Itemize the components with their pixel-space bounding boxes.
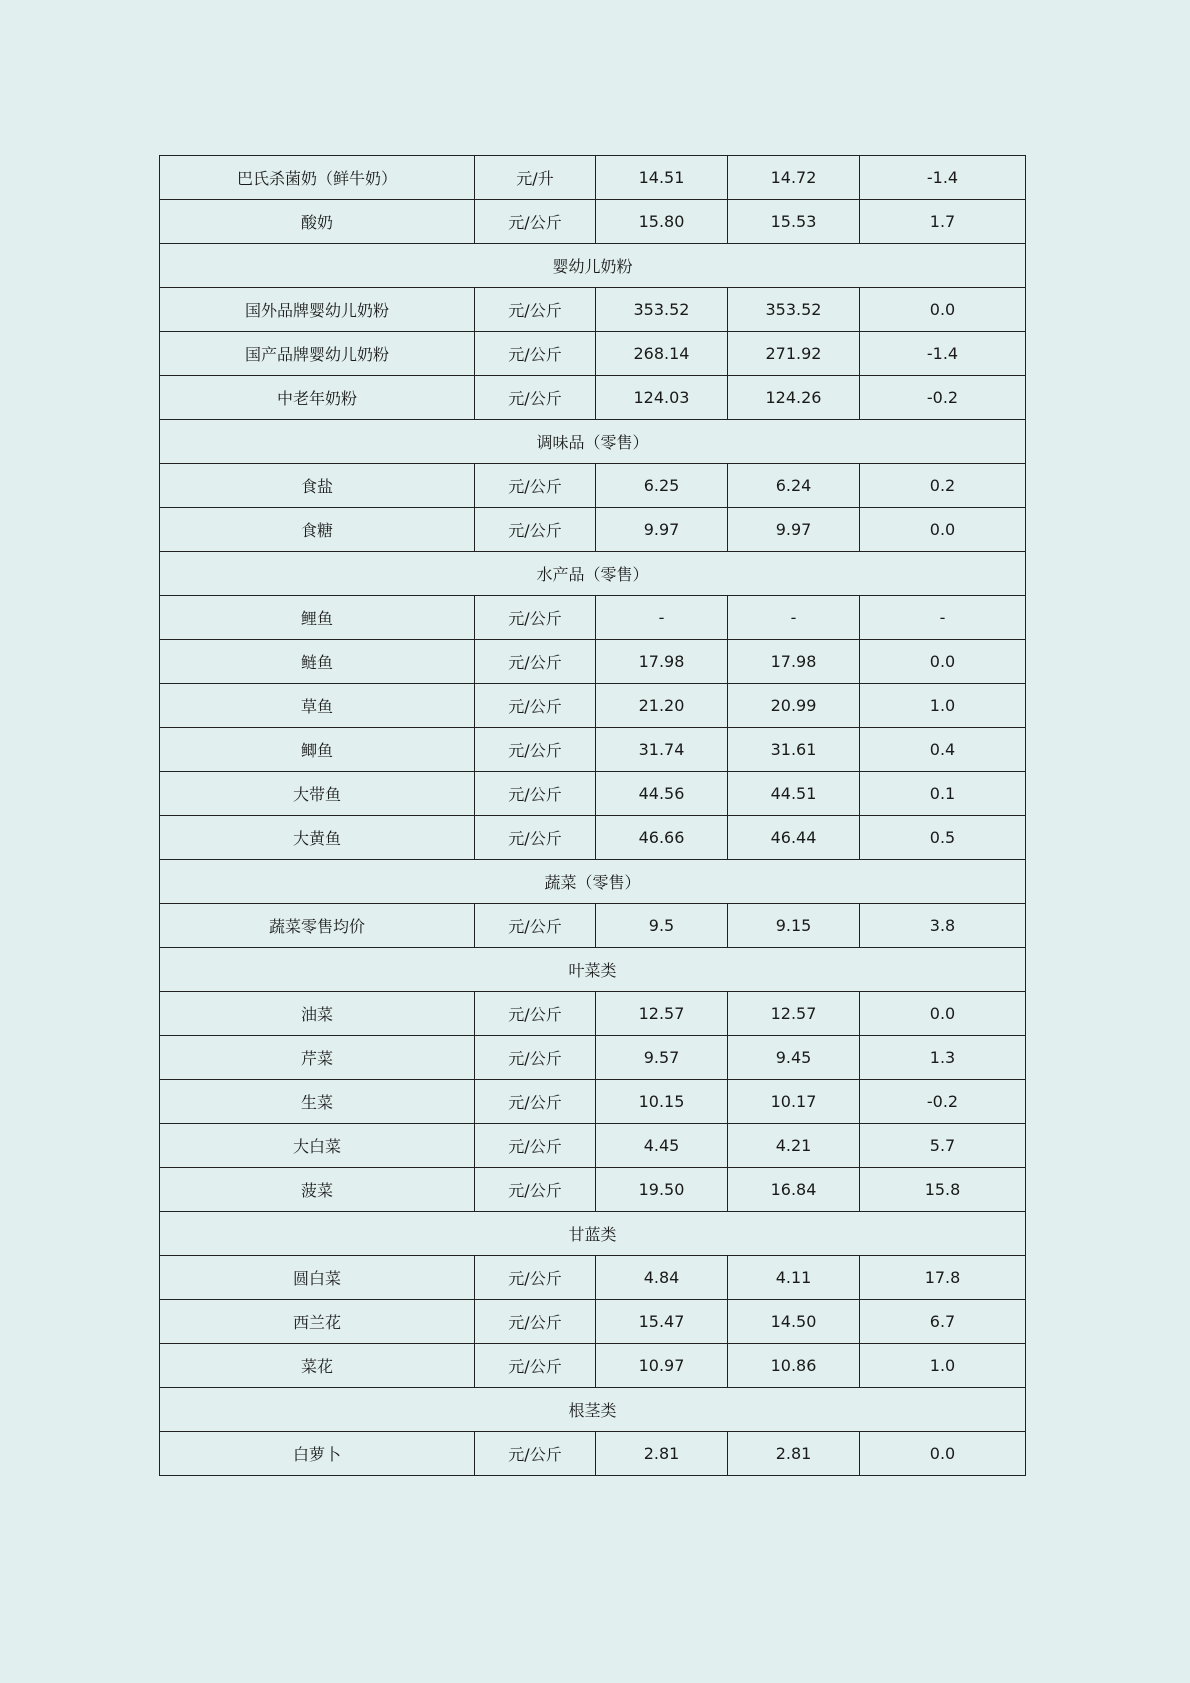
previous-price-cell: 2.81 (728, 1432, 860, 1476)
change-percent-cell: 0.2 (860, 464, 1026, 508)
table-row (160, 1036, 1026, 1080)
current-price-cell: 2.81 (596, 1432, 728, 1476)
item-name-cell: 芹菜 (160, 1036, 475, 1080)
current-price-cell: 10.15 (596, 1080, 728, 1124)
table-row (160, 728, 1026, 772)
change-percent-cell: 0.0 (860, 992, 1026, 1036)
unit-cell: 元/公斤 (475, 816, 596, 860)
previous-price-cell: 12.57 (728, 992, 860, 1036)
current-price-cell: 9.57 (596, 1036, 728, 1080)
item-name-cell: 蔬菜零售均价 (160, 904, 475, 948)
current-price-cell: 31.74 (596, 728, 728, 772)
previous-price-cell: 10.17 (728, 1080, 860, 1124)
unit-cell: 元/公斤 (475, 1256, 596, 1300)
change-percent-cell: - (860, 596, 1026, 640)
item-name-cell: 生菜 (160, 1080, 475, 1124)
unit-cell: 元/公斤 (475, 1080, 596, 1124)
table-row (160, 684, 1026, 728)
unit-cell: 元/公斤 (475, 1432, 596, 1476)
item-name-cell: 国产品牌婴幼儿奶粉 (160, 332, 475, 376)
unit-cell: 元/公斤 (475, 1344, 596, 1388)
unit-cell: 元/公斤 (475, 376, 596, 420)
change-percent-cell: 6.7 (860, 1300, 1026, 1344)
category-row (160, 860, 1026, 904)
price-table (159, 155, 1026, 1476)
change-percent-cell: 1.0 (860, 684, 1026, 728)
current-price-cell: 124.03 (596, 376, 728, 420)
current-price-cell: 21.20 (596, 684, 728, 728)
current-price-cell: 6.25 (596, 464, 728, 508)
change-percent-cell: -0.2 (860, 1080, 1026, 1124)
table-row (160, 640, 1026, 684)
current-price-cell: 15.80 (596, 200, 728, 244)
item-name-cell: 西兰花 (160, 1300, 475, 1344)
unit-cell: 元/公斤 (475, 1036, 596, 1080)
category-label: 甘蓝类 (160, 1212, 1026, 1256)
previous-price-cell: - (728, 596, 860, 640)
current-price-cell: 4.45 (596, 1124, 728, 1168)
current-price-cell: 353.52 (596, 288, 728, 332)
change-percent-cell: 3.8 (860, 904, 1026, 948)
current-price-cell: 12.57 (596, 992, 728, 1036)
item-name-cell: 巴氏杀菌奶（鲜牛奶） (160, 156, 475, 200)
unit-cell: 元/公斤 (475, 728, 596, 772)
item-name-cell: 食糖 (160, 508, 475, 552)
item-name-cell: 中老年奶粉 (160, 376, 475, 420)
change-percent-cell: 0.0 (860, 640, 1026, 684)
table-row (160, 904, 1026, 948)
current-price-cell: 268.14 (596, 332, 728, 376)
table-row (160, 1344, 1026, 1388)
table-row (160, 464, 1026, 508)
change-percent-cell: 0.1 (860, 772, 1026, 816)
current-price-cell: - (596, 596, 728, 640)
change-percent-cell: 5.7 (860, 1124, 1026, 1168)
current-price-cell: 9.5 (596, 904, 728, 948)
previous-price-cell: 353.52 (728, 288, 860, 332)
change-percent-cell: 17.8 (860, 1256, 1026, 1300)
table-row (160, 376, 1026, 420)
change-percent-cell: 1.3 (860, 1036, 1026, 1080)
table-row (160, 772, 1026, 816)
table-row (160, 156, 1026, 200)
category-row (160, 552, 1026, 596)
unit-cell: 元/公斤 (475, 332, 596, 376)
change-percent-cell: -1.4 (860, 156, 1026, 200)
change-percent-cell: 0.0 (860, 508, 1026, 552)
category-row (160, 1388, 1026, 1432)
previous-price-cell: 16.84 (728, 1168, 860, 1212)
category-label: 蔬菜（零售） (160, 860, 1026, 904)
item-name-cell: 圆白菜 (160, 1256, 475, 1300)
previous-price-cell: 44.51 (728, 772, 860, 816)
previous-price-cell: 15.53 (728, 200, 860, 244)
item-name-cell: 菠菜 (160, 1168, 475, 1212)
change-percent-cell: 15.8 (860, 1168, 1026, 1212)
item-name-cell: 大带鱼 (160, 772, 475, 816)
unit-cell: 元/公斤 (475, 904, 596, 948)
unit-cell: 元/公斤 (475, 684, 596, 728)
previous-price-cell: 271.92 (728, 332, 860, 376)
change-percent-cell: -1.4 (860, 332, 1026, 376)
table-row (160, 200, 1026, 244)
table-row (160, 1256, 1026, 1300)
previous-price-cell: 46.44 (728, 816, 860, 860)
table-row (160, 816, 1026, 860)
current-price-cell: 4.84 (596, 1256, 728, 1300)
item-name-cell: 酸奶 (160, 200, 475, 244)
item-name-cell: 鲢鱼 (160, 640, 475, 684)
table-row (160, 1300, 1026, 1344)
item-name-cell: 鲫鱼 (160, 728, 475, 772)
table-row (160, 596, 1026, 640)
category-row (160, 1212, 1026, 1256)
previous-price-cell: 4.11 (728, 1256, 860, 1300)
price-table-body (160, 156, 1026, 1476)
unit-cell: 元/公斤 (475, 992, 596, 1036)
current-price-cell: 10.97 (596, 1344, 728, 1388)
previous-price-cell: 31.61 (728, 728, 860, 772)
previous-price-cell: 9.15 (728, 904, 860, 948)
change-percent-cell: 1.0 (860, 1344, 1026, 1388)
current-price-cell: 19.50 (596, 1168, 728, 1212)
unit-cell: 元/公斤 (475, 596, 596, 640)
category-label: 调味品（零售） (160, 420, 1026, 464)
table-row (160, 508, 1026, 552)
item-name-cell: 草鱼 (160, 684, 475, 728)
category-label: 叶菜类 (160, 948, 1026, 992)
unit-cell: 元/公斤 (475, 288, 596, 332)
current-price-cell: 44.56 (596, 772, 728, 816)
change-percent-cell: 0.5 (860, 816, 1026, 860)
current-price-cell: 9.97 (596, 508, 728, 552)
item-name-cell: 国外品牌婴幼儿奶粉 (160, 288, 475, 332)
current-price-cell: 46.66 (596, 816, 728, 860)
previous-price-cell: 4.21 (728, 1124, 860, 1168)
unit-cell: 元/公斤 (475, 1168, 596, 1212)
change-percent-cell: 0.4 (860, 728, 1026, 772)
previous-price-cell: 14.50 (728, 1300, 860, 1344)
table-row (160, 1124, 1026, 1168)
table-row (160, 1432, 1026, 1476)
category-label: 根茎类 (160, 1388, 1026, 1432)
previous-price-cell: 9.45 (728, 1036, 860, 1080)
unit-cell: 元/公斤 (475, 772, 596, 816)
category-row (160, 948, 1026, 992)
unit-cell: 元/公斤 (475, 508, 596, 552)
current-price-cell: 14.51 (596, 156, 728, 200)
previous-price-cell: 17.98 (728, 640, 860, 684)
change-percent-cell: 0.0 (860, 288, 1026, 332)
table-row (160, 1080, 1026, 1124)
item-name-cell: 鲤鱼 (160, 596, 475, 640)
item-name-cell: 食盐 (160, 464, 475, 508)
unit-cell: 元/公斤 (475, 200, 596, 244)
current-price-cell: 15.47 (596, 1300, 728, 1344)
previous-price-cell: 20.99 (728, 684, 860, 728)
table-row (160, 1168, 1026, 1212)
current-price-cell: 17.98 (596, 640, 728, 684)
change-percent-cell: -0.2 (860, 376, 1026, 420)
previous-price-cell: 9.97 (728, 508, 860, 552)
item-name-cell: 菜花 (160, 1344, 475, 1388)
item-name-cell: 油菜 (160, 992, 475, 1036)
item-name-cell: 白萝卜 (160, 1432, 475, 1476)
unit-cell: 元/公斤 (475, 464, 596, 508)
category-row (160, 244, 1026, 288)
previous-price-cell: 124.26 (728, 376, 860, 420)
item-name-cell: 大白菜 (160, 1124, 475, 1168)
unit-cell: 元/公斤 (475, 1124, 596, 1168)
unit-cell: 元/公斤 (475, 1300, 596, 1344)
unit-cell: 元/公斤 (475, 640, 596, 684)
change-percent-cell: 1.7 (860, 200, 1026, 244)
item-name-cell: 大黄鱼 (160, 816, 475, 860)
previous-price-cell: 6.24 (728, 464, 860, 508)
category-row (160, 420, 1026, 464)
table-row (160, 992, 1026, 1036)
table-row (160, 332, 1026, 376)
category-label: 婴幼儿奶粉 (160, 244, 1026, 288)
unit-cell: 元/升 (475, 156, 596, 200)
previous-price-cell: 14.72 (728, 156, 860, 200)
category-label: 水产品（零售） (160, 552, 1026, 596)
table-row (160, 288, 1026, 332)
previous-price-cell: 10.86 (728, 1344, 860, 1388)
change-percent-cell: 0.0 (860, 1432, 1026, 1476)
